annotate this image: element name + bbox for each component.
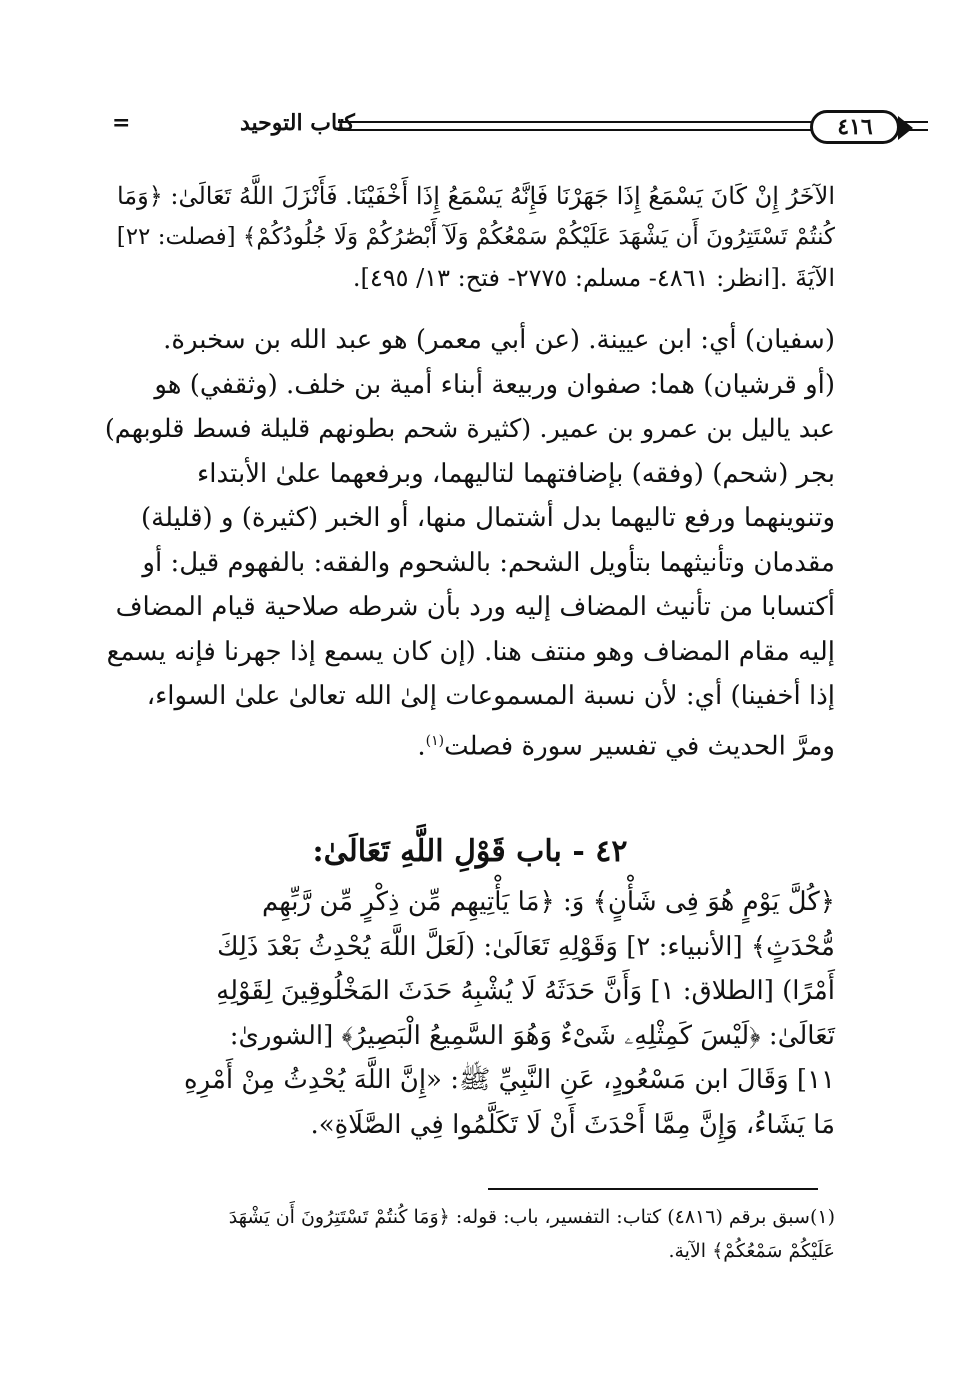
commentary-line: مقدمان وتأنيثهما بتأويل الشحم: بالشحوم والفقه: بالفهوم قيل: أو (142, 547, 835, 578)
header-rule (338, 121, 811, 131)
hadith-line: الآخَرُ إِنْ كَانَ يَسْمَعُ إِذَا جَهَرْنَا فَإِنَّهُ يَسْمَعُ إِذَا أَخْفَيْنَا. فَأَنْزَلَ اللَّهُ تَعَالَىٰ: ﴿وَمَا (116, 182, 835, 210)
chapter-line: ١١] وَقَالَ ابن مَسْعُودٍ، عَنِ النَّبِيِّ ﷺ: «إِنَّ اللَّهَ يُحْدِثُ مِنْ أَمْرِهِ (184, 1065, 835, 1095)
header-rule-end (898, 121, 928, 131)
commentary-line: عبد ياليل بن عمرو بن عمير. (كثيرة شحم بطونهم قليلة فسط قلوبهم) (104, 414, 835, 444)
commentary-line: وتنوينهما ورفع تاليهما بدل أشتمال منها، أو الخبر (كثيرة) و (قليلة) (140, 503, 835, 533)
footnote (105, 1200, 835, 1268)
chapter-line: مُّحْدَثٍ﴾ [الأنبياء: ٢] وَقَوْلِهِ تَعَالَىٰ: (لَعَلَّ اللَّهَ يُحْدِثُ بَعْدَ ذَلِكَ (217, 931, 835, 962)
book-title: كتاب التوحيد (240, 110, 355, 136)
hadith-line: الآيَةَ .[انظر: ٤٨٦١- مسلم: ٢٧٧٥- فتح: ١٣/ ٤٩٥]. (352, 264, 835, 292)
commentary-line-text: ومرَّ الحديث في تفسير سورة فصلت (444, 731, 835, 762)
commentary-line: أكتسابا من تأنيث المضاف إليه ورد بأن شرطه صلاحية قيام المضاف (115, 592, 835, 622)
chapter-line: مَا يَشَاءُ، وَإِنَّ مِمَّا أَحْدَثَ أَنْ لَا تَكَلَّمُوا فِي الصَّلَاةِ». (310, 1109, 835, 1140)
page-header (110, 104, 873, 150)
page-number: ٤١٦ (837, 114, 873, 140)
footnote-divider (488, 1188, 818, 1190)
commentary-end: . (417, 731, 426, 762)
footnote-line: (١)سبق برقم (٤٨١٦) كتاب: التفسير، باب: قوله: ﴿وَمَا كُنتُمْ تَسْتَتِرُونَ أَن يَشْهَدَ (228, 1206, 835, 1228)
hadith-line: كُنتُمْ تَسْتَتِرُونَ أَن يَشْهَدَ عَلَيْكُمْ سَمْعُكُمْ وَلَآ أَبْصَٰرُكُمْ وَلَا جُلُودُكُمْ﴾ [فصلت: ٢٢] (116, 224, 835, 250)
commentary-last-line (105, 719, 835, 769)
chapter-heading: ٤٢ - باب قَوْلِ اللَّهِ تَعَالَىٰ: (312, 834, 628, 869)
commentary-line: إذا أخفينا) أي: لأن نسبة المسموعات إلىٰ الله تعالىٰ علىٰ السواء، (146, 681, 835, 711)
commentary-line: بجر (شحم) (وفقه) بإضافتهما لتاليهما، وبرفعهما علىٰ الأبتداء (197, 458, 835, 489)
commentary-line: (سفيان) أي: ابن عيينة. (عن أبي معمر) هو عبد الله بن سخبرة. (163, 325, 835, 355)
chapter-line: ﴿كُلَّ يَوْمٍ هُوَ فِى شَأْنٍ﴾ وَ: ﴿مَا يَأْتِيهِم مِّن ذِكْرٍ مِّن رَّبِّهِم (261, 887, 835, 917)
commentary-line: إليه مقام المضاف وهو منتف هنا. (إن كان يسمع إذا جهرنا فإنه يسمع (106, 636, 835, 667)
commentary-line: (أو قرشيان) هما: صفوان وربيعة أبناء أمية بن خلف. (وثقفي) هو (154, 369, 835, 400)
header-ornament: = (112, 110, 131, 136)
chapter-line: تَعَالَىٰ: ﴿لَيْسَ كَمِثْلِهِۦ شَىْءٌ وَهُوَ السَّمِيعُ الْبَصِيرُ﴾ [الشورىٰ: (229, 1020, 835, 1051)
chapter-line: أَمْرًا) [الطلاق: ١] وَأَنَّ حَدَثَهُ لَا يُشْبِهُ حَدَثَ المَخْلُوقِينَ لِقَوْلِهِ (216, 976, 835, 1006)
hadith-text (105, 176, 835, 299)
footnote-line: عَلَيْكُمْ سَمْعُكُمْ﴾ الآية. (668, 1240, 835, 1262)
commentary (105, 318, 835, 769)
page-number-badge (810, 110, 900, 144)
footnote-marker: (١) (425, 732, 445, 749)
chapter-text (105, 880, 835, 1147)
